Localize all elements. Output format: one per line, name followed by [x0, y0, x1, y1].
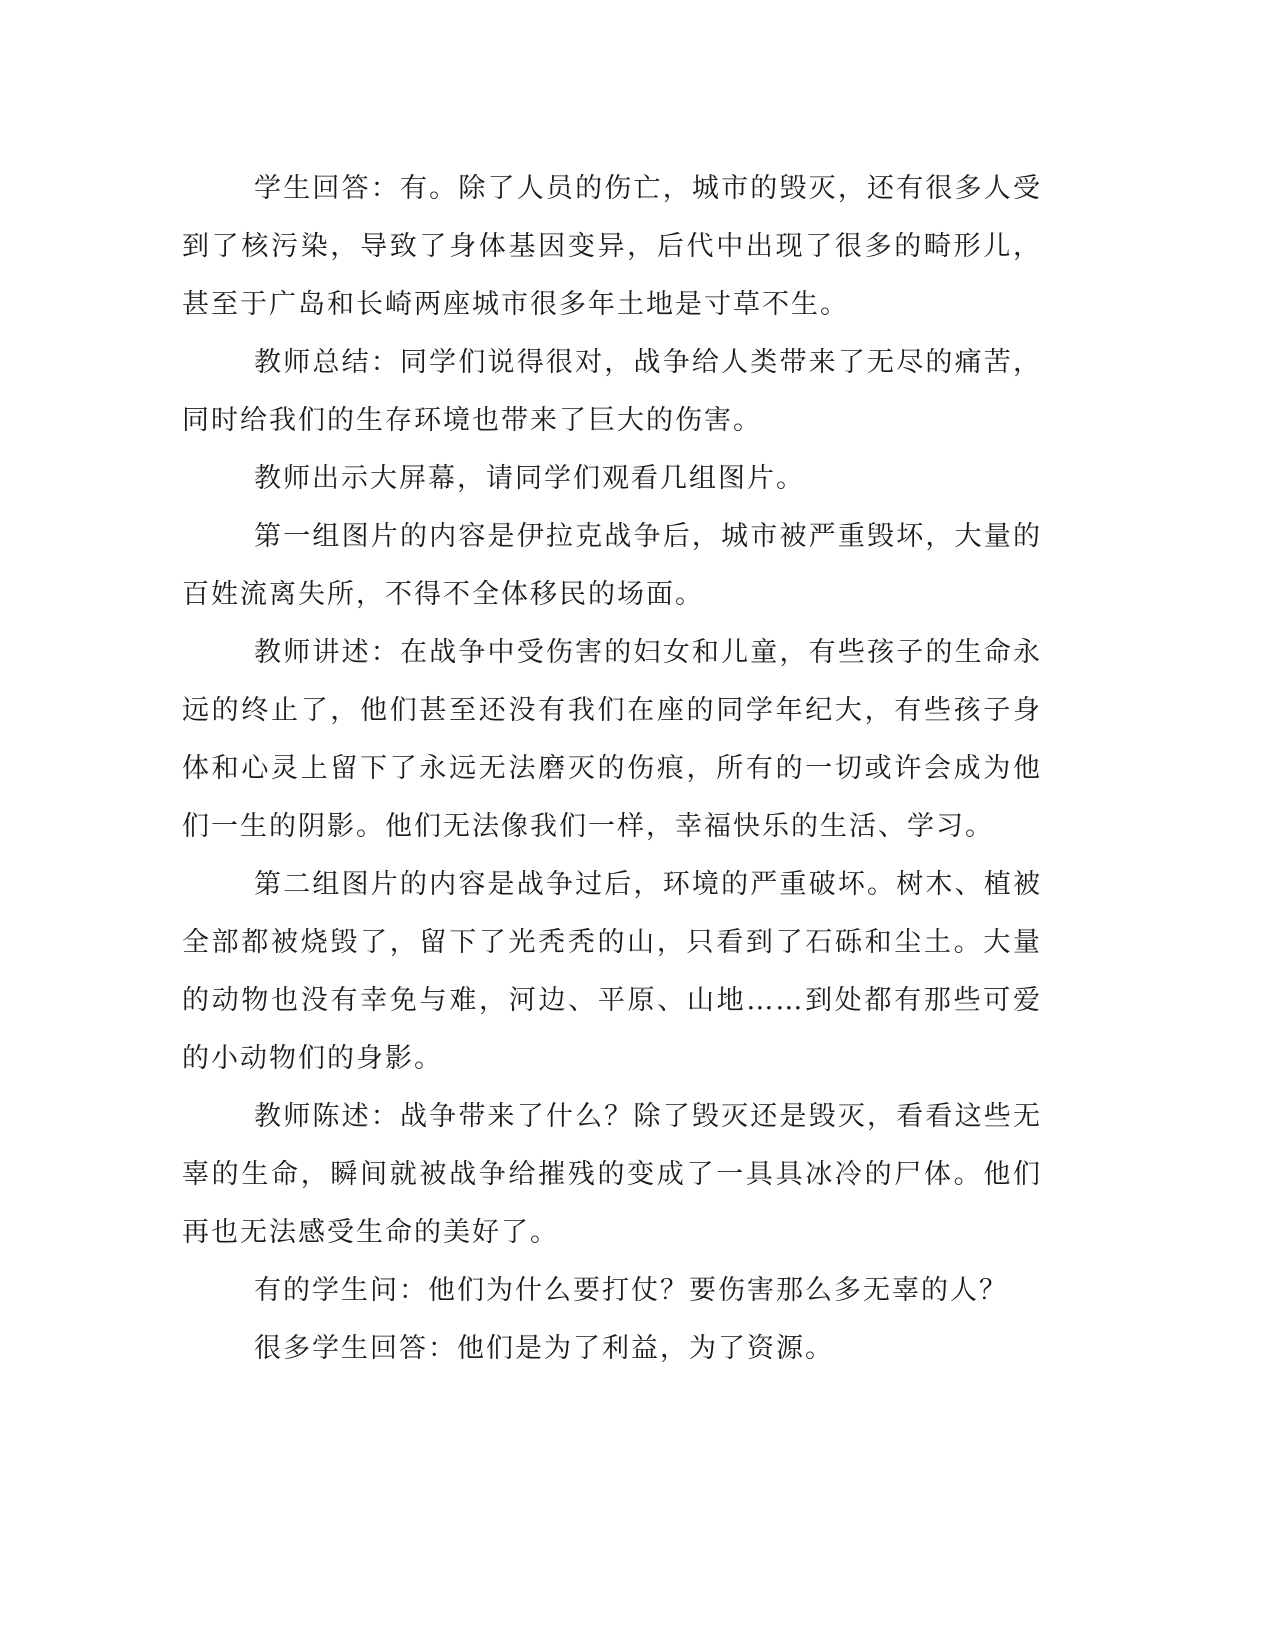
paragraph-teacher-shows-screen: 教师出示大屏幕，请同学们观看几组图片。: [254, 463, 805, 494]
paragraph-student-question: 有的学生问：他们为什么要打仗？要伤害那么多无辜的人？: [254, 1275, 1008, 1306]
paragraph-first-picture-group: 第一组图片的内容是伊拉克战争后，城市被严重毁坏，大量的百姓流离失所，不得不全体移民的场面。: [182, 521, 1042, 610]
paragraph-teacher-summary: 教师总结：同学们说得很对，战争给人类带来了无尽的痛苦，同时给我们的生存环境也带来了巨大的伤害。: [182, 347, 1042, 436]
paragraph-teacher-narration: 教师讲述：在战争中受伤害的妇女和儿童，有些孩子的生命永远的终止了，他们甚至还没有我们在座的同学年纪大，有些孩子身体和心灵上留下了永远无法磨灭的伤痕，所有的一切或许会成为他们一生的阴影。他们无法像我们一样，幸福快乐的生活、学习。: [182, 637, 1042, 842]
paragraph-students-reply: 很多学生回答：他们是为了利益，为了资源。: [254, 1333, 834, 1364]
paragraph-student-answer: 学生回答：有。除了人员的伤亡，城市的毁灭，还有很多人受到了核污染，导致了身体基因变异，后代中出现了很多的畸形儿，甚至于广岛和长崎两座城市很多年土地是寸草不生。: [182, 173, 1042, 320]
document-body: [182, 160, 1042, 1378]
paragraph-second-picture-group: 第二组图片的内容是战争过后，环境的严重破坏。树木、植被全部都被烧毁了，留下了光秃秃的山，只看到了石砾和尘土。大量的动物也没有幸免与难，河边、平原、山地……到处都有那些可爱的小动物们的身影。: [182, 869, 1042, 1074]
paragraph-teacher-statement: 教师陈述：战争带来了什么？除了毁灭还是毁灭，看看这些无辜的生命，瞬间就被战争给摧残的变成了一具具冰冷的尸体。他们再也无法感受生命的美好了。: [182, 1101, 1042, 1248]
